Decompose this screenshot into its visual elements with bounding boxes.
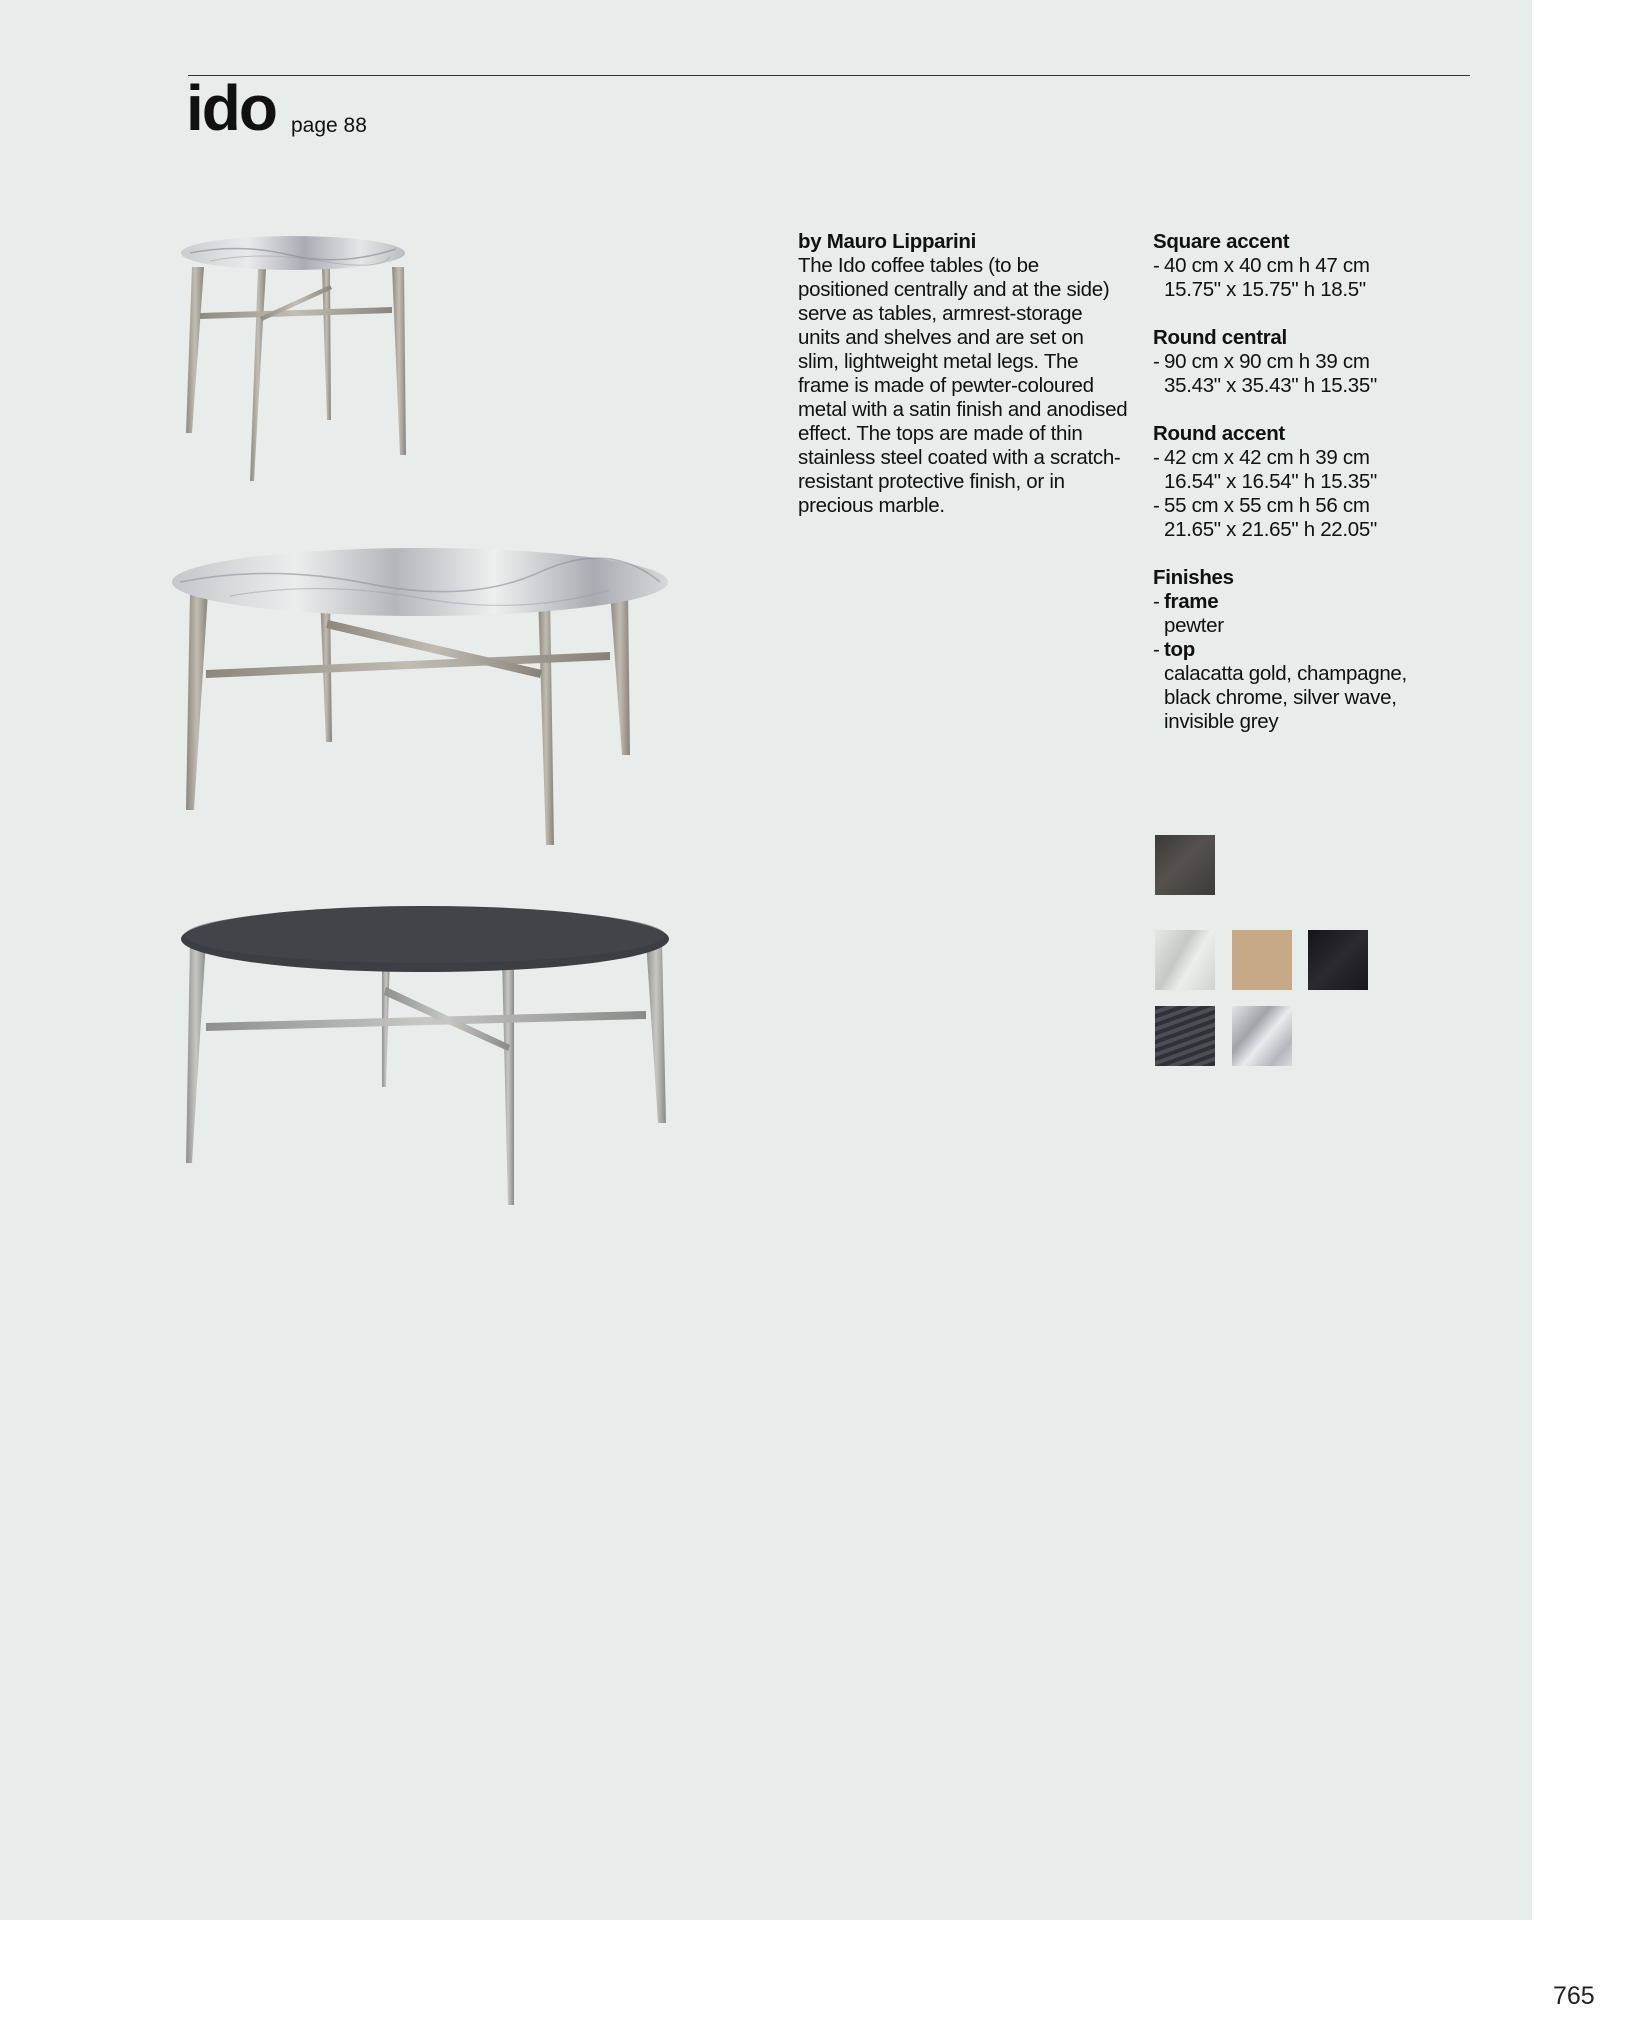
swatch-black-chrome — [1308, 930, 1368, 990]
spec-dash: - — [1153, 590, 1160, 613]
page-reference: page 88 — [291, 114, 367, 137]
spec-square-accent — [1153, 230, 1473, 302]
spec-metric: 42 cm x 42 cm h 39 cm — [1164, 446, 1370, 469]
swatch-silver-wave — [1155, 1006, 1215, 1066]
spec-heading: Round central — [1153, 326, 1287, 349]
spec-metric: 55 cm x 55 cm h 56 cm — [1164, 494, 1370, 517]
product-title: ido — [186, 72, 276, 144]
finish-top-label: top — [1164, 638, 1195, 661]
finish-top — [1153, 638, 1473, 662]
spec-imperial: 21.65" x 21.65" h 22.05" — [1164, 518, 1377, 541]
swatch-pewter — [1155, 835, 1215, 895]
spec-imperial: 35.43" x 35.43" h 15.35" — [1164, 374, 1377, 397]
finish-frame-label: frame — [1164, 590, 1219, 613]
finish-top-value-line: invisible grey — [1164, 710, 1279, 733]
swatch-invisible-grey — [1232, 1006, 1292, 1066]
spec-heading: Square accent — [1153, 230, 1290, 253]
spec-imperial: 16.54" x 16.54" h 15.35" — [1164, 470, 1377, 493]
spec-dimension — [1153, 446, 1473, 494]
spec-heading: Round accent — [1153, 422, 1285, 445]
swatch-champagne — [1232, 930, 1292, 990]
spec-dimension — [1153, 254, 1473, 302]
page-number: 765 — [1553, 1982, 1595, 2010]
spec-dash: - — [1153, 254, 1160, 277]
designer-credit: by Mauro Lipparini — [798, 230, 976, 253]
square-accent-table-image — [170, 225, 425, 485]
swatch-calacatta-gold — [1155, 930, 1215, 990]
specifications — [1153, 230, 1473, 758]
spec-dimension — [1153, 350, 1473, 398]
finish-top-value-line: calacatta gold, champagne, — [1164, 662, 1407, 685]
spec-dash: - — [1153, 350, 1160, 373]
spec-finishes — [1153, 566, 1473, 734]
spec-dimension — [1153, 494, 1473, 542]
finish-frame — [1153, 590, 1473, 614]
round-central-dark-table-image — [180, 905, 680, 1215]
product-description — [798, 230, 1128, 518]
round-central-marble-table-image — [170, 542, 670, 852]
finish-top-value-line: black chrome, silver wave, — [1164, 686, 1397, 709]
spec-metric: 40 cm x 40 cm h 47 cm — [1164, 254, 1370, 277]
spec-imperial: 15.75" x 15.75" h 18.5" — [1164, 278, 1366, 301]
spec-metric: 90 cm x 90 cm h 39 cm — [1164, 350, 1370, 373]
spec-heading: Finishes — [1153, 566, 1234, 589]
spec-dash: - — [1153, 446, 1160, 469]
spec-dash: - — [1153, 638, 1160, 661]
description-text: The Ido coffee tables (to be positioned centrally and at the side) serve as tables, armrest-storage units and shelves and are set on slim, lightweight metal legs. The frame is made of pewter-coloured metal with a satin finish and anodised effect. The tops are made of thin stainless steel coated with a scratch-resistant protective finish, or in precious marble. — [798, 254, 1128, 517]
spec-round-central — [1153, 326, 1473, 398]
finish-frame-value: pewter — [1164, 614, 1224, 637]
header-rule — [188, 75, 1470, 76]
spec-round-accent — [1153, 422, 1473, 542]
spec-dash: - — [1153, 494, 1160, 517]
